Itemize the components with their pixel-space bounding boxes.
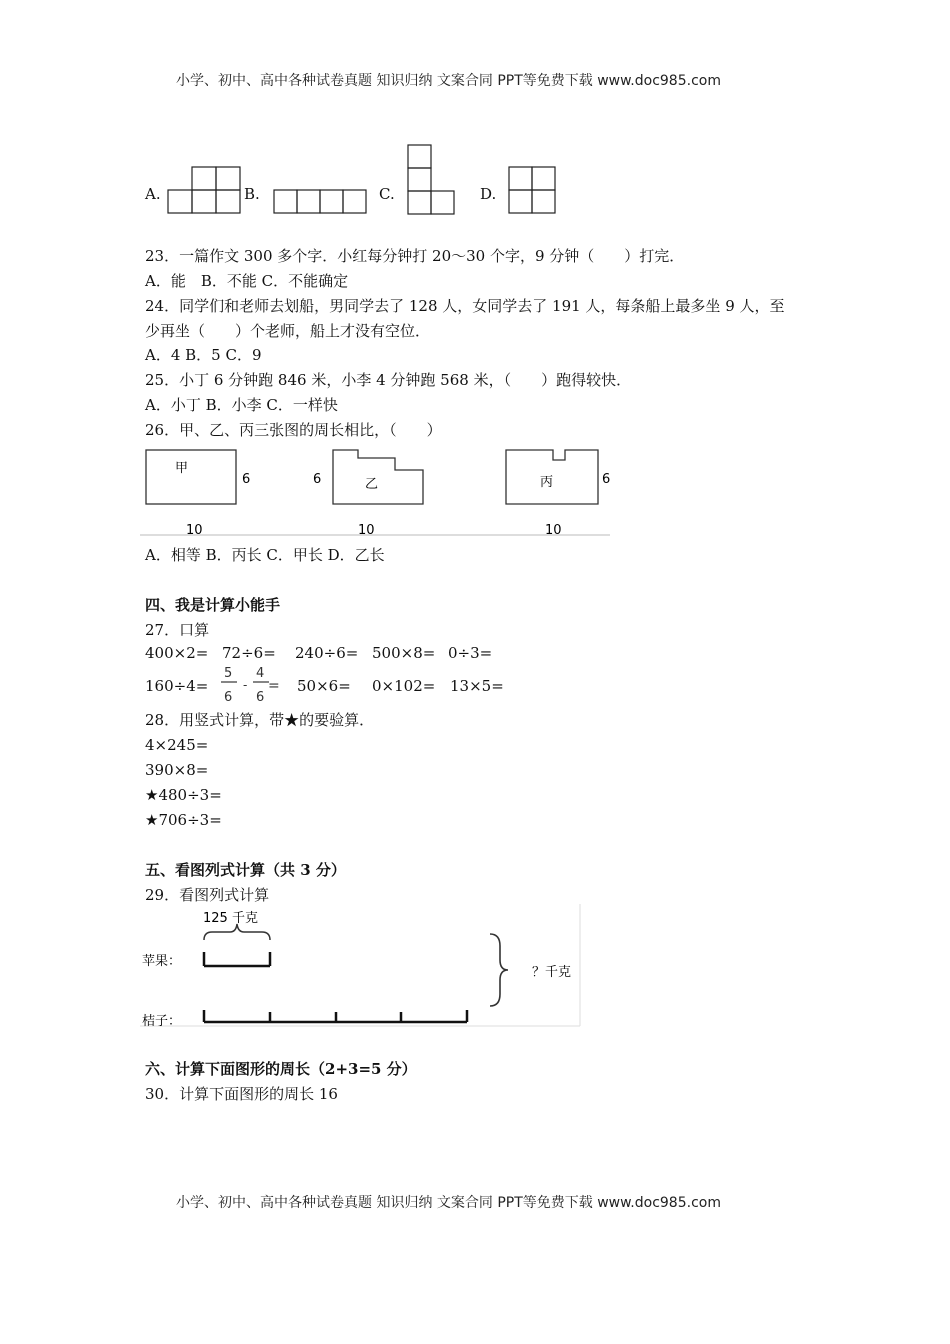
q26-figure-bing-width: 10 (545, 523, 562, 538)
q22-figure-a (168, 166, 240, 216)
q29-diagram (140, 904, 585, 1028)
q22-figure-b (274, 189, 368, 215)
q22-option-a-label: A. (145, 185, 161, 203)
q22-figure-c (408, 144, 456, 216)
q25-options: A．小丁 B．小李 C．一样快 (145, 396, 338, 414)
q26-figure-jia-width: 10 (186, 523, 203, 538)
q28-title: 28．用竖式计算，带★的要验算． (145, 711, 375, 729)
q27-item: 50×6= (297, 677, 351, 695)
q29-title: 29．看图列式计算 (145, 886, 270, 904)
q29-top-brace (204, 924, 270, 940)
q30-stem: 30．计算下面图形的周长 16 (145, 1085, 338, 1103)
q22-figure-d (509, 166, 557, 216)
fraction-operator: - (243, 678, 248, 692)
q26-figure-jia-label: 甲 (175, 461, 189, 476)
fraction-equals: = (268, 678, 280, 694)
q26-figure-yi-width: 10 (358, 523, 375, 538)
q24-stem-line1: 24．同学们和老师去划船，男同学去了 128 人，女同学去了 191 人，每条船上最多坐 9 人，至 (145, 297, 785, 315)
q27-item: 400×2= (145, 644, 209, 662)
q29-brace-label: 125 千克 (203, 911, 258, 926)
q26-figure-yi-height: 6 (313, 472, 322, 487)
page-footer: 小学、初中、高中各种试卷真题 知识归纳 文案合同 PPT等免费下载 www.doc985.com (176, 1195, 721, 1211)
q29-apple-label: 苹果： (142, 954, 182, 969)
q24-options: A．4 B．5 C．9 (145, 346, 262, 364)
q27-item: 0÷3= (448, 644, 493, 662)
q22-option-b-label: B. (244, 185, 260, 203)
fraction-a-denominator: 6 (224, 690, 233, 705)
q23-options: A．能 B．不能 C．不能确定 (145, 272, 349, 290)
q23-stem: 23．一篇作文 300 多个字．小红每分钟打 20～30 个字，9 分钟（ ）打完． (145, 247, 685, 265)
q29-question-label: ？千克 (532, 965, 572, 980)
fraction-a-numerator: 5 (224, 666, 233, 681)
q26-figure-bing-height: 6 (602, 472, 611, 487)
q27-item: 13×5= (450, 677, 504, 695)
q28-item: ★480÷3= (145, 786, 222, 804)
q28-item: ★706÷3= (145, 811, 222, 829)
q27-item: 72÷6= (222, 644, 276, 662)
q22-option-c-label: C. (379, 185, 395, 203)
q26-figure-bing-label: 丙 (540, 475, 554, 490)
section5-title: 五、看图列式计算（共 3 分） (145, 861, 346, 879)
q26-figure-yi-label: 乙 (365, 477, 379, 492)
q27-item: 160÷4= (145, 677, 209, 695)
q27-item: 0×102= (372, 677, 436, 695)
q26-figure-jia-height: 6 (242, 472, 251, 487)
q27-item: 500×8= (372, 644, 436, 662)
page-header: 小学、初中、高中各种试卷真题 知识归纳 文案合同 PPT等免费下载 www.doc985.com (176, 73, 721, 89)
section4-title: 四、我是计算小能手 (145, 596, 281, 614)
q27-fraction-expression (218, 660, 284, 704)
q26-figures (140, 446, 615, 538)
q24-stem-line2: 少再坐（ ）个老师，船上才没有空位． (145, 322, 431, 340)
section6-title: 六、计算下面图形的周长（2+3=5 分） (145, 1060, 417, 1078)
q26-options: A．相等 B．丙长 C．甲长 D．乙长 (145, 546, 385, 564)
q29-orange-label: 桔子： (142, 1014, 182, 1029)
q28-item: 4×245= (145, 736, 209, 754)
q27-item: 240÷6= (295, 644, 359, 662)
q29-right-brace (490, 934, 508, 1006)
q25-stem: 25．小丁 6 分钟跑 846 米，小李 4 分钟跑 568 米，（ ）跑得较快． (145, 371, 632, 389)
fraction-b-numerator: 4 (256, 666, 265, 681)
q26-figure-jia-shape (146, 450, 236, 504)
q28-item: 390×8= (145, 761, 209, 779)
fraction-b-denominator: 6 (256, 690, 265, 705)
q27-title: 27．口算 (145, 621, 210, 639)
q22-option-d-label: D. (480, 185, 497, 203)
q26-stem: 26．甲、乙、丙三张图的周长相比，（ ） (145, 421, 442, 439)
